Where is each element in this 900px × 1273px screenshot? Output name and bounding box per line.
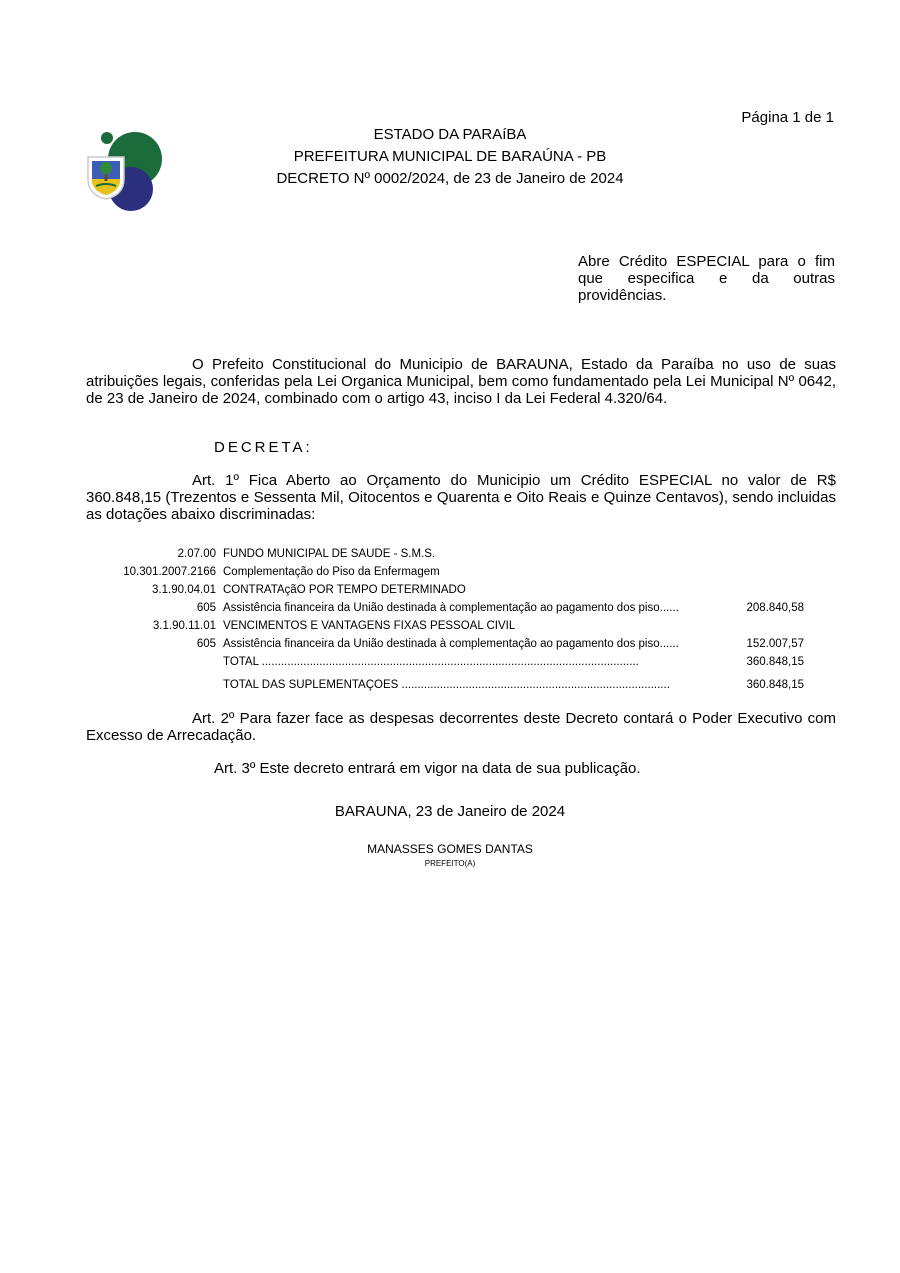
article-3: Art. 3º Este decreto entrará em vigor na data de sua publicação. xyxy=(214,760,641,777)
table-row-desc: Assistência financeira da União destinada à complementação ao pagamento dos piso...... xyxy=(223,638,679,650)
page-number: Página 1 de 1 xyxy=(741,109,834,126)
article-1: Art. 1º Fica Aberto ao Orçamento do Municipio um Crédito ESPECIAL no valor de R$ 360.848,15 (Trezentos e Sessenta Mil, Oitocentos e Quarenta e Oito Reais e Quinze Centavos), sendo incluidas as dotações abaixo discriminadas: xyxy=(86,472,836,523)
table-row-code: 605 xyxy=(196,602,216,614)
table-row-desc: Complementação do Piso da Enfermagem xyxy=(223,566,440,578)
signatory-title: PREFEITO(A) xyxy=(424,859,476,868)
preamble: O Prefeito Constitucional do Municipio de BARAUNA, Estado da Paraíba no uso de suas atribuições legais, conferidas pela Lei Organica Municipal, bem como fundamentado pela Lei Municipal Nº 0642, de 23 de Janeiro de 2024, combinado com o artigo 43, inciso I da Lei Federal 4.320/64. xyxy=(86,356,836,407)
table-grand-total-value: 360.848,15 xyxy=(746,679,804,691)
table-row-desc: Assistência financeira da União destinada à complementação ao pagamento dos piso...... xyxy=(223,602,679,614)
table-total-label: TOTAL ...................................................................................................................... xyxy=(223,656,639,668)
article-2: Art. 2º Para fazer face as despesas decorrentes deste Decreto contará o Poder Executivo com Excesso de Arrecadação. xyxy=(86,710,836,744)
table-row-code: 3.1.90.11.01 xyxy=(152,620,216,632)
header-decree-title: DECRETO Nº 0002/2024, de 23 de Janeiro de 2024 xyxy=(276,170,624,187)
table-grand-total-label: TOTAL DAS SUPLEMENTAÇÕES .................................................................................... xyxy=(223,679,670,691)
table-row-code: 10.301.2007.2166 xyxy=(123,566,216,578)
table-row-desc: FUNDO MUNICIPAL DE SAÚDE - S.M.S. xyxy=(223,548,436,560)
header-prefeitura: PREFEITURA MUNICIPAL DE BARAÚNA - PB xyxy=(293,148,607,165)
table-total-value: 360.848,15 xyxy=(746,656,804,668)
table-row-code: 3.1.90.04.01 xyxy=(152,584,216,596)
table-row-desc: CONTRATAçãO POR TEMPO DETERMINADO xyxy=(223,584,466,596)
place-date: BARAUNA, 23 de Janeiro de 2024 xyxy=(334,803,566,820)
table-row-code: 2.07.00 xyxy=(177,548,216,560)
table-row-value: 152.007,57 xyxy=(746,638,804,650)
decreta-heading: DECRETA: xyxy=(214,439,313,456)
table-row-desc: VENCIMENTOS E VANTAGENS FIXAS PESSOAL CÍVIL xyxy=(223,620,516,632)
signatory-name: MANASSES GOMES DANTAS xyxy=(367,842,533,856)
ementa: Abre Crédito ESPECIAL para o fim que especifica e da outras providências. xyxy=(578,253,835,304)
header-state: ESTADO DA PARAíBA xyxy=(373,126,527,143)
table-row-value: 208.840,58 xyxy=(746,602,804,614)
table-row-code: 605 xyxy=(196,638,216,650)
